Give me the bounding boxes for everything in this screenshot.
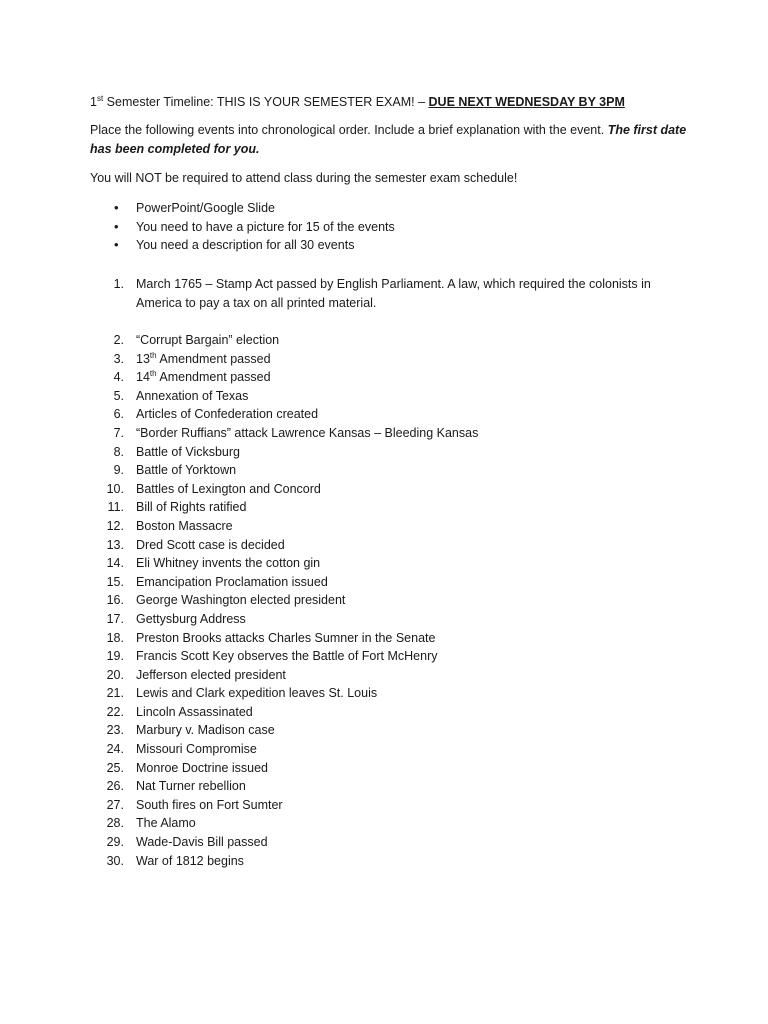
event-number: 26.: [106, 779, 124, 794]
event-item: [90, 350, 478, 369]
event-text: March 1765 – Stamp Act passed by English Parliament. A law, which required the colonists in America to pay a tax on all printed material.: [136, 277, 651, 310]
event-item: [90, 647, 478, 666]
event-item: [90, 777, 478, 796]
event-number: 22.: [106, 704, 124, 719]
event-item: [90, 610, 478, 629]
event-text: Bill of Rights ratified: [136, 500, 247, 515]
event-text: Lewis and Clark expedition leaves St. Louis: [136, 686, 378, 701]
event-text: “Border Ruffians” attack Lawrence Kansas – Bleeding Kansas: [136, 425, 479, 440]
event-item: [90, 498, 478, 517]
event-ordinal-suffix: th: [149, 350, 157, 360]
requirements-list: [90, 199, 395, 255]
event-number: 9.: [113, 463, 124, 478]
event-number: 14.: [106, 556, 124, 571]
event-text: Lincoln Assassinated: [136, 704, 253, 719]
event-number: 13.: [106, 537, 124, 552]
title-ordinal-suffix: st: [96, 94, 104, 103]
event-number: 4.: [113, 370, 124, 385]
event-text: Boston Massacre: [136, 518, 233, 533]
events-list: [90, 331, 478, 870]
event-item: [90, 517, 478, 536]
event-number: 2.: [113, 333, 124, 347]
event-text: Preston Brooks attacks Charles Sumner in the Senate: [136, 630, 436, 645]
event-item: [90, 740, 478, 759]
event-number: 3.: [113, 351, 124, 366]
event-text: Gettysburg Address: [136, 611, 246, 626]
event-text: Jefferson elected president: [136, 667, 286, 682]
event-number: 18.: [106, 630, 124, 645]
event-item: [90, 554, 478, 573]
event-text: Francis Scott Key observes the Battle of Fort McHenry: [136, 649, 438, 664]
event-text: Dred Scott case is decided: [136, 537, 285, 552]
event-number: 11.: [107, 500, 124, 515]
event-item: [90, 461, 478, 480]
event-number: 30.: [106, 853, 124, 868]
event-text: Battle of Vicksburg: [136, 444, 240, 459]
event-number: 1.: [113, 277, 124, 291]
event-number: 16.: [106, 593, 124, 608]
event-item: [90, 814, 478, 833]
event-number: 20.: [106, 667, 124, 682]
event-text: Monroe Doctrine issued: [136, 760, 269, 775]
event-item: [90, 703, 478, 722]
event-item: [90, 852, 478, 871]
event-item: [90, 833, 478, 852]
event-number: 12.: [106, 518, 124, 533]
document-title: [90, 93, 625, 112]
requirement-item: • You need to have a picture for 15 of the events: [90, 218, 395, 237]
event-text: South fires on Fort Sumter: [136, 797, 283, 812]
event-text: Battle of Yorktown: [136, 463, 237, 478]
event-text: 13: [136, 351, 150, 366]
due-date-text: DUE NEXT WEDNESDAY BY 3PM: [428, 95, 625, 109]
attendance-notice: You will NOT be required to attend class during the semester exam schedule!: [90, 171, 518, 185]
event-text-suffix: Amendment passed: [156, 351, 271, 366]
event-item: [90, 387, 478, 406]
completed-example-event: [90, 275, 680, 312]
event-number: 19.: [106, 649, 124, 664]
event-text: 14: [136, 370, 150, 385]
event-item: [90, 721, 478, 740]
event-item: [90, 331, 478, 350]
event-number: 23.: [106, 723, 124, 738]
event-text: “Corrupt Bargain” election: [136, 333, 280, 347]
event-number: 7.: [113, 425, 124, 440]
requirement-item: • PowerPoint/Google Slide: [90, 199, 395, 218]
event-number: 10.: [106, 481, 124, 496]
event-number: 27.: [106, 797, 124, 812]
event-item: [90, 536, 478, 555]
event-text-suffix: Amendment passed: [156, 370, 271, 385]
event-number: 24.: [106, 742, 124, 757]
event-text: Articles of Confederation created: [136, 407, 319, 422]
event-item: [90, 480, 478, 499]
title-ordinal-number: 1: [90, 95, 97, 109]
event-text: Annexation of Texas: [136, 388, 249, 403]
instructions-emphasis: The first date has been completed for you.: [90, 123, 687, 156]
event-number: 17.: [106, 611, 124, 626]
event-item: [90, 629, 478, 648]
event-item: [90, 796, 478, 815]
event-number: 15.: [106, 574, 124, 589]
event-number: 25.: [106, 760, 124, 775]
event-text: Wade-Davis Bill passed: [136, 835, 268, 850]
event-text: Battles of Lexington and Concord: [136, 481, 321, 496]
event-item: [90, 573, 478, 592]
event-item: [90, 405, 478, 424]
event-text: The Alamo: [136, 816, 196, 831]
instructions-text: Place the following events into chronological order. Include a brief explanation with the event.: [90, 123, 608, 137]
event-item: [90, 684, 478, 703]
event-text: Marbury v. Madison case: [136, 723, 275, 738]
event-text: Emancipation Proclamation issued: [136, 574, 328, 589]
instructions-paragraph: [90, 121, 690, 158]
event-item: [90, 666, 478, 685]
event-ordinal-suffix: th: [149, 369, 157, 379]
event-item: [90, 368, 478, 387]
event-number: 29.: [106, 835, 124, 850]
requirement-item: • You need a description for all 30 events: [90, 236, 395, 255]
event-number: 6.: [113, 407, 124, 422]
event-number: 28.: [106, 816, 124, 831]
event-text: Missouri Compromise: [136, 742, 257, 757]
title-main-text: Semester Timeline: THIS IS YOUR SEMESTER EXAM! –: [103, 95, 429, 109]
event-item: [90, 424, 478, 443]
event-item: [90, 443, 478, 462]
event-text: Eli Whitney invents the cotton gin: [136, 556, 321, 571]
event-number: 8.: [113, 444, 124, 459]
event-item: [90, 591, 478, 610]
event-text: Nat Turner rebellion: [136, 779, 246, 794]
event-text: War of 1812 begins: [136, 853, 244, 868]
event-number: 21.: [106, 686, 124, 701]
event-text: George Washington elected president: [136, 593, 346, 608]
event-item: [90, 759, 478, 778]
event-number: 5.: [113, 388, 124, 403]
